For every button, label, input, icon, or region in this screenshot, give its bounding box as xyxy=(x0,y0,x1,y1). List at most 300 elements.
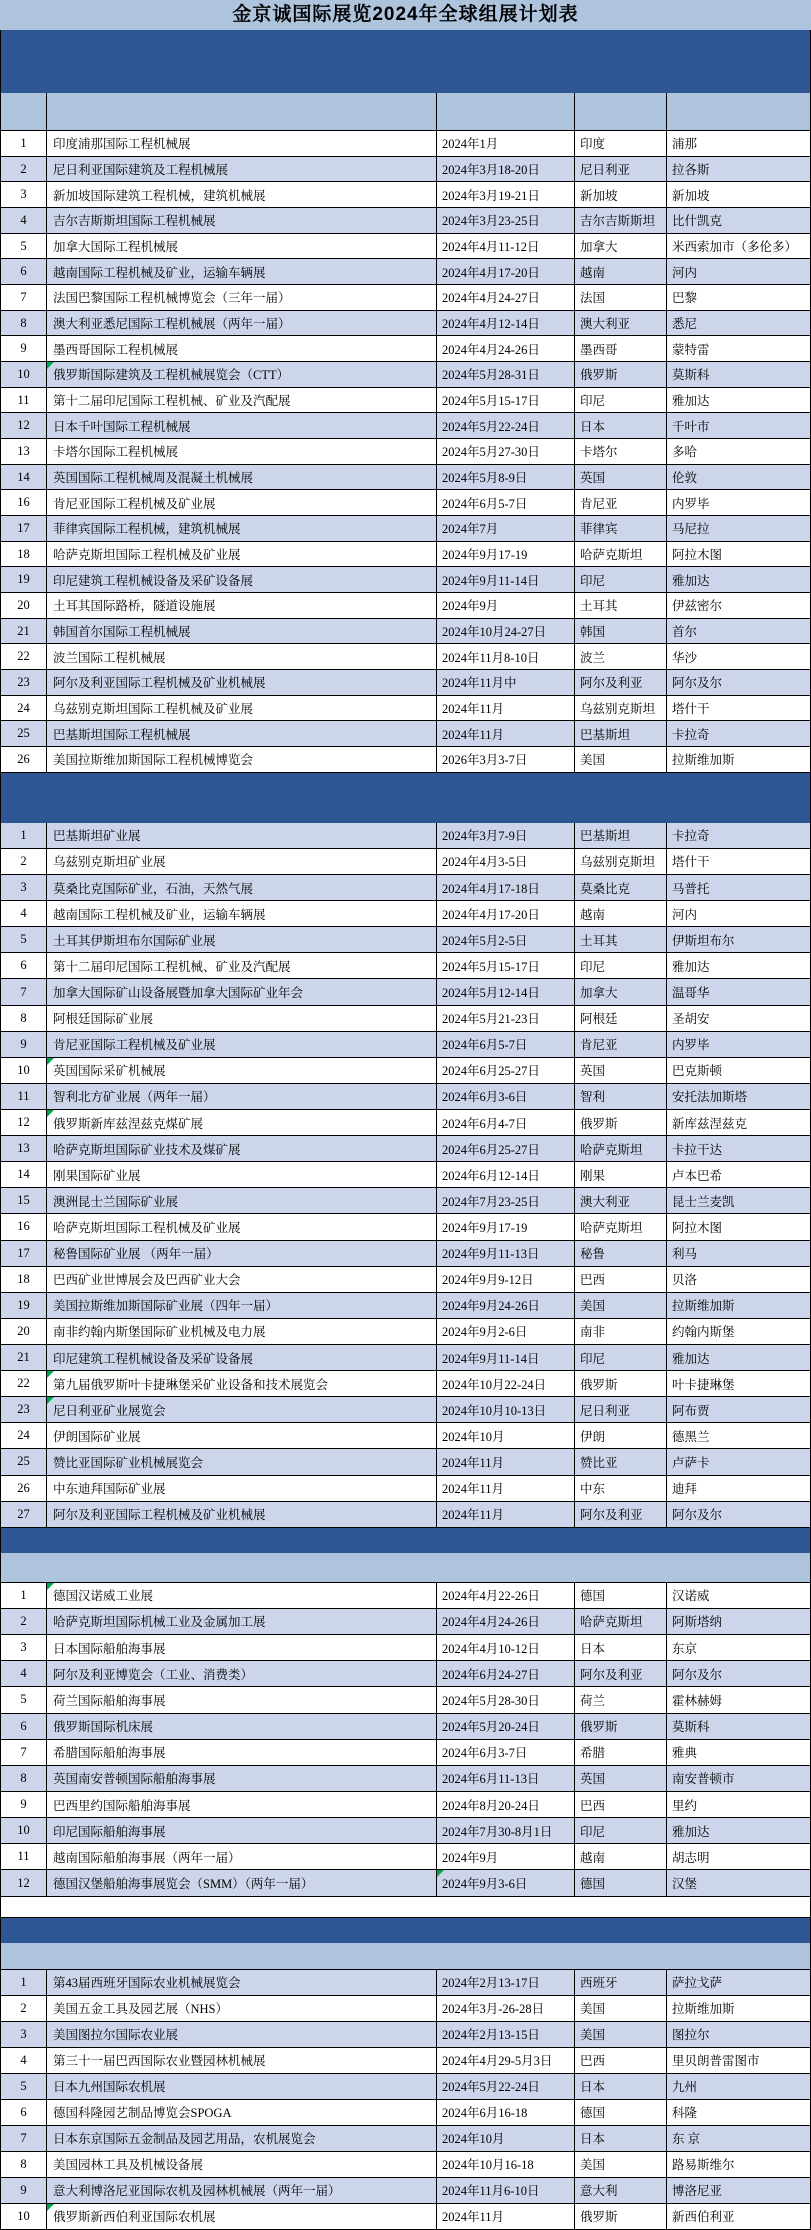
cell-text: 巴西里约国际船舶海事展 xyxy=(53,1798,191,1813)
cell-no xyxy=(1,311,46,336)
cell-text: 2024年5月27-30日 xyxy=(442,445,540,460)
cell-text: 23 xyxy=(17,1402,30,1417)
cell-text: 哈萨克斯坦国际机械工业及金属加工展 xyxy=(53,1615,266,1630)
cell-text: 霍林赫姆 xyxy=(672,1693,723,1708)
cell-text: 温哥华 xyxy=(672,986,710,1000)
cell-no xyxy=(1,1970,46,1995)
cell-text: 8 xyxy=(20,1770,27,1785)
cell-name xyxy=(46,619,436,644)
cell-text: 肯尼亚国际工程机械及矿业展 xyxy=(53,496,216,511)
cell-text: 10 xyxy=(17,1823,30,1838)
cell-text: 2024年6月25-27日 xyxy=(442,1064,540,1079)
cell-city xyxy=(666,1476,810,1501)
cell-text: 印尼 xyxy=(580,959,606,974)
cell-text: 肯尼亚 xyxy=(580,496,618,511)
cell-text: 圣胡安 xyxy=(672,1012,710,1027)
cell-date xyxy=(436,208,574,233)
cell-text: 8 xyxy=(20,315,27,330)
cell-text: 尼日利亚国际建筑及工程机械展 xyxy=(53,163,229,177)
cell-name xyxy=(46,1397,436,1422)
cell-text: 2024年6月25-27日 xyxy=(442,1142,540,1157)
cell-no xyxy=(1,1214,46,1239)
cell-date xyxy=(436,721,574,746)
cell-text: 刚果国际矿业展 xyxy=(53,1168,141,1183)
cell-text: 英国 xyxy=(580,471,606,486)
cell-text: 里贝朗普雷图市 xyxy=(672,2054,760,2069)
cell-no xyxy=(1,490,46,515)
cell-text: 美国五金工具及园艺展（NHS） xyxy=(53,2002,229,2017)
cell-date xyxy=(436,2152,574,2177)
cell-text: 7 xyxy=(20,984,27,999)
cell-country xyxy=(574,516,666,541)
cell-country xyxy=(574,2204,666,2229)
cell-text: 美国拉斯维加斯国际矿业展（四年一届） xyxy=(53,1299,279,1314)
cell-text: 越南国际工程机械及矿业，运输车辆展 xyxy=(53,907,266,922)
cell-text: 2024年9月 xyxy=(442,1850,499,1865)
cell-text: 秘鲁 xyxy=(580,1247,606,1262)
cell-name xyxy=(46,1006,436,1031)
cell-country xyxy=(574,2100,666,2125)
cell-text: 2024年4月24-26日 xyxy=(442,1615,540,1630)
cell-text: 2024年10月 xyxy=(442,1429,505,1444)
cell-text: 千叶市 xyxy=(672,419,710,434)
cell-text: 2024年5月12-14日 xyxy=(442,986,540,1000)
cell-city xyxy=(666,311,810,336)
cell-date xyxy=(436,157,574,182)
cell-name xyxy=(46,1740,436,1765)
cell-text: 路易斯维尔 xyxy=(672,2158,735,2173)
cell-name xyxy=(46,1687,436,1712)
cell-text: 10 xyxy=(17,366,30,381)
cell-country xyxy=(574,1188,666,1213)
cell-text: 越南 xyxy=(580,907,606,922)
table-row xyxy=(1,849,810,875)
cell-no xyxy=(1,1110,46,1135)
cell-text: 2024年3月-26-28日 xyxy=(442,2002,545,2017)
cell-city xyxy=(666,901,810,926)
cell-city xyxy=(666,542,810,567)
cell-text: 中东 xyxy=(580,1482,606,1497)
table-row xyxy=(1,953,810,979)
table-row xyxy=(1,1293,810,1319)
cell-text: 墨西哥 xyxy=(580,342,618,357)
cell-text: 美国 xyxy=(580,753,606,768)
cell-text: 24 xyxy=(17,1428,30,1443)
cell-text: 德国 xyxy=(580,1877,606,1892)
cell-text: 阿根廷 xyxy=(580,1012,618,1027)
cell-no xyxy=(1,901,46,926)
cell-date xyxy=(436,875,574,900)
cell-city xyxy=(666,1136,810,1161)
cell-city xyxy=(666,1766,810,1791)
cell-text: 2024年5月28-30日 xyxy=(442,1693,540,1708)
cell-no xyxy=(1,1345,46,1370)
table-row xyxy=(1,1267,810,1293)
cell-text: 16 xyxy=(17,1219,30,1234)
cell-date xyxy=(436,1583,574,1608)
table-row xyxy=(1,157,810,183)
cell-text: 俄罗斯国际建筑及工程机械展览会（CTT） xyxy=(53,368,290,383)
cell-city xyxy=(666,1844,810,1869)
cell-date xyxy=(436,849,574,874)
cell-text: 阿尔及利亚国际工程机械及矿业机械展 xyxy=(53,676,266,691)
cell-no xyxy=(1,2074,46,2099)
cell-city xyxy=(666,1583,810,1608)
cell-city xyxy=(666,927,810,952)
cell-text: 赞比亚 xyxy=(580,1455,618,1470)
cell-text: 卢萨卡 xyxy=(672,1455,710,1470)
table-row xyxy=(1,1792,810,1818)
cell-country xyxy=(574,490,666,515)
cell-name xyxy=(46,567,436,592)
cell-no xyxy=(1,1188,46,1213)
cell-city xyxy=(666,849,810,874)
cell-date xyxy=(436,1293,574,1318)
cell-no xyxy=(1,413,46,438)
cell-date xyxy=(436,182,574,207)
table-row xyxy=(1,1583,810,1609)
cell-name xyxy=(46,1136,436,1161)
cell-no xyxy=(1,1136,46,1161)
cell-text: 比什凯克 xyxy=(672,214,723,229)
cell-name xyxy=(46,1293,436,1318)
cell-no xyxy=(1,823,46,848)
cell-text: 2024年4月11-12日 xyxy=(442,240,540,255)
cell-date xyxy=(436,1449,574,1474)
cell-city xyxy=(666,157,810,182)
cell-text: 7 xyxy=(20,1744,27,1759)
cell-text: 阿尔及利亚 xyxy=(580,676,643,691)
cell-name xyxy=(46,542,436,567)
cell-text: 尼日利亚矿业展览会 xyxy=(53,1403,166,1418)
cell-text: 蒙特雷 xyxy=(672,342,710,357)
table-row xyxy=(1,1397,810,1423)
cell-city xyxy=(666,1870,810,1895)
cell-date xyxy=(436,979,574,1004)
cell-country xyxy=(574,234,666,259)
cell-date xyxy=(436,2100,574,2125)
cell-country xyxy=(574,542,666,567)
cell-name xyxy=(46,285,436,310)
cell-text: 13 xyxy=(17,1141,30,1156)
cell-text: 澳大利亚 xyxy=(580,1194,631,1209)
cell-text: 土耳其 xyxy=(580,933,618,948)
cell-date xyxy=(436,1058,574,1083)
cell-city xyxy=(666,567,810,592)
cell-country xyxy=(574,1766,666,1791)
cell-city xyxy=(666,131,810,156)
cell-text: 英国国际工程机械周及混凝土机械展 xyxy=(53,471,254,486)
cell-city xyxy=(666,1996,810,2021)
cell-text: 伊兹密尔 xyxy=(672,599,723,614)
table-row xyxy=(1,1502,810,1528)
cell-country xyxy=(574,1870,666,1895)
cell-no xyxy=(1,1818,46,1843)
cell-text: 英国 xyxy=(580,1064,606,1079)
cell-no xyxy=(1,208,46,233)
cell-city xyxy=(666,1792,810,1817)
cell-date xyxy=(436,1371,574,1396)
cell-text: 巴西 xyxy=(580,2054,606,2069)
cell-city xyxy=(666,1502,810,1527)
cell-name xyxy=(46,2126,436,2151)
cell-text: 拉各斯 xyxy=(672,163,710,177)
table-row xyxy=(1,490,810,516)
cell-no xyxy=(1,1635,46,1660)
cell-no xyxy=(1,1162,46,1187)
cell-text: 2024年4月12-14日 xyxy=(442,317,540,332)
cell-text: 哈萨克斯坦 xyxy=(580,1142,643,1157)
cell-city xyxy=(666,1609,810,1634)
cell-name xyxy=(46,1583,436,1608)
cell-text: 巴基斯坦 xyxy=(580,727,631,742)
cell-city xyxy=(666,2152,810,2177)
cell-no xyxy=(1,1241,46,1266)
cell-text: 印度 xyxy=(580,137,606,152)
table-row xyxy=(1,2022,810,2048)
cell-city xyxy=(666,413,810,438)
cell-text: 25 xyxy=(17,1454,30,1469)
table-row xyxy=(1,1740,810,1766)
cell-city xyxy=(666,747,810,772)
cell-text: 英国 xyxy=(580,1772,606,1787)
cell-text: 美国拉斯维加斯国际工程机械博览会 xyxy=(53,753,254,768)
cell-date xyxy=(436,131,574,156)
cell-city xyxy=(666,465,810,490)
cell-text: 阿尔及尔 xyxy=(672,676,723,691)
table-row xyxy=(1,1476,810,1502)
table-row xyxy=(1,413,810,439)
table-row xyxy=(1,285,810,311)
cell-text: 新加坡国际建筑工程机械，建筑机械展 xyxy=(53,188,266,203)
cell-name xyxy=(46,1267,436,1292)
cell-text: 6 xyxy=(20,958,27,973)
cell-name xyxy=(46,234,436,259)
cell-text: 土耳其 xyxy=(580,599,618,614)
cell-text: 2024年7月30-8月1日 xyxy=(442,1824,553,1839)
cell-text: 3 xyxy=(20,880,27,895)
table-row xyxy=(1,1162,810,1188)
cell-text: 2024年11月 xyxy=(442,727,505,742)
cell-text: 菲律宾国际工程机械，建筑机械展 xyxy=(53,522,241,537)
cell-text: 22 xyxy=(17,1376,30,1391)
cell-date xyxy=(436,747,574,772)
cell-text: 第十二届印尼国际工程机械、矿业及汽配展 xyxy=(53,394,291,409)
table-row xyxy=(1,1345,810,1371)
cell-text: 日本 xyxy=(580,2080,606,2095)
table-row xyxy=(1,1714,810,1740)
cell-text: 巴西矿业世博展会及巴西矿业大会 xyxy=(53,1273,241,1288)
cell-text: 乌兹别克斯坦国际工程机械及矿业展 xyxy=(53,702,254,717)
cell-country xyxy=(574,1996,666,2021)
cell-date xyxy=(436,1267,574,1292)
cell-text: 2024年11月6-10日 xyxy=(442,2184,540,2199)
cell-text: 法国 xyxy=(580,291,606,306)
cell-name xyxy=(46,1423,436,1448)
cell-text: 2024年9月17-19 xyxy=(442,1220,528,1235)
cell-date xyxy=(436,1136,574,1161)
cell-text: 25 xyxy=(17,726,30,741)
cell-country xyxy=(574,1293,666,1318)
cell-city xyxy=(666,259,810,284)
cell-country xyxy=(574,1661,666,1686)
cell-no xyxy=(1,2126,46,2151)
cell-text: 哈萨克斯坦国际矿业技术及煤矿展 xyxy=(53,1142,241,1157)
cell-country xyxy=(574,285,666,310)
table-row xyxy=(1,670,810,696)
cell-text: 24 xyxy=(17,700,30,715)
cell-date xyxy=(436,1502,574,1527)
cell-name xyxy=(46,2100,436,2125)
table-row xyxy=(1,721,810,747)
cell-city xyxy=(666,1970,810,1995)
cell-text: 越南国际工程机械及矿业，运输车辆展 xyxy=(53,265,266,280)
cell-no xyxy=(1,1293,46,1318)
cell-name xyxy=(46,157,436,182)
cell-text: 2024年5月22-24日 xyxy=(442,2080,540,2095)
cell-date xyxy=(436,2022,574,2047)
cell-text: 美国 xyxy=(580,1299,606,1314)
cell-text: 2024年5月2-5日 xyxy=(442,933,528,948)
table-row xyxy=(1,2100,810,2126)
cell-city xyxy=(666,1740,810,1765)
cell-date xyxy=(436,1423,574,1448)
cell-country xyxy=(574,2022,666,2047)
cell-text: 13 xyxy=(17,443,30,458)
cell-date xyxy=(436,1687,574,1712)
cell-name xyxy=(46,2204,436,2229)
cell-text: 巴黎 xyxy=(672,291,698,306)
cell-country xyxy=(574,953,666,978)
cell-text: 7 xyxy=(20,289,27,304)
cell-name xyxy=(46,1870,436,1895)
table-row xyxy=(1,1844,810,1870)
cell-no xyxy=(1,1502,46,1527)
cell-no xyxy=(1,593,46,618)
table-row xyxy=(1,1661,810,1687)
cell-name xyxy=(46,979,436,1004)
cell-text: 悉尼 xyxy=(672,317,698,332)
cell-no xyxy=(1,1058,46,1083)
cell-text: 2024年4月22-26日 xyxy=(442,1589,540,1604)
cell-date xyxy=(436,1740,574,1765)
cell-country xyxy=(574,1267,666,1292)
cell-country xyxy=(574,619,666,644)
cell-name xyxy=(46,1661,436,1686)
cell-text: 图拉尔 xyxy=(672,2028,710,2043)
comment-marker-icon xyxy=(47,1110,54,1117)
cell-no xyxy=(1,1006,46,1031)
table-row xyxy=(1,644,810,670)
cell-name xyxy=(46,1058,436,1083)
cell-no xyxy=(1,1996,46,2021)
cell-text: 日本国际船舶海事展 xyxy=(53,1641,166,1656)
cell-city xyxy=(666,721,810,746)
cell-date xyxy=(436,1818,574,1843)
cell-text: 17 xyxy=(17,520,30,535)
cell-city xyxy=(666,1110,810,1135)
cell-text: 2024年5月21-23日 xyxy=(442,1012,540,1027)
cell-country xyxy=(574,1818,666,1843)
cell-date xyxy=(436,542,574,567)
cell-no xyxy=(1,131,46,156)
cell-city xyxy=(666,1058,810,1083)
cell-name xyxy=(46,2048,436,2073)
cell-text: 2024年9月17-19 xyxy=(442,548,528,563)
cell-text: 塔什干 xyxy=(672,855,710,870)
cell-country xyxy=(574,259,666,284)
cell-text: 浦那 xyxy=(672,137,698,152)
cell-text: 印尼 xyxy=(580,1824,606,1839)
column-header-no xyxy=(1,1943,46,1969)
cell-city xyxy=(666,1006,810,1031)
cell-text: 雅加达 xyxy=(672,573,710,588)
cell-name xyxy=(46,131,436,156)
cell-no xyxy=(1,542,46,567)
cell-city xyxy=(666,1714,810,1739)
cell-no xyxy=(1,1766,46,1791)
cell-date xyxy=(436,2074,574,2099)
cell-country xyxy=(574,1319,666,1344)
cell-name xyxy=(46,849,436,874)
cell-text: 俄罗斯新西伯利亚国际农机展 xyxy=(53,2210,216,2225)
cell-no xyxy=(1,1740,46,1765)
cell-no xyxy=(1,234,46,259)
cell-text: 赞比亚国际矿业机械展览会 xyxy=(53,1455,204,1470)
cell-country xyxy=(574,644,666,669)
cell-name xyxy=(46,1766,436,1791)
cell-text: 多哈 xyxy=(672,445,698,460)
cell-text: 印尼国际船舶海事展 xyxy=(53,1824,166,1839)
cell-text: 2024年3月19-21日 xyxy=(442,188,540,203)
section-header xyxy=(1,1528,810,1553)
cell-name xyxy=(46,2152,436,2177)
cell-text: 波兰国际工程机械展 xyxy=(53,650,166,665)
cell-text: 美国 xyxy=(580,2002,606,2017)
cell-name xyxy=(46,1609,436,1634)
cell-no xyxy=(1,1371,46,1396)
cell-no xyxy=(1,285,46,310)
cell-text: 3 xyxy=(20,2026,27,2041)
table-row xyxy=(1,208,810,234)
cell-text: 10 xyxy=(17,2208,30,2223)
cell-text: 5 xyxy=(20,932,27,947)
cell-text: 2024年2月13-17日 xyxy=(442,1976,540,1991)
cell-text: 澳洲昆士兰国际矿业展 xyxy=(53,1194,179,1209)
cell-text: 20 xyxy=(17,1323,30,1338)
cell-text: 日本东京国际五金制品及园艺用品，农机展览会 xyxy=(53,2132,316,2147)
cell-text: 加拿大国际工程机械展 xyxy=(53,240,179,255)
cell-text: 里约 xyxy=(672,1798,698,1813)
cell-text: 俄罗斯 xyxy=(580,1116,618,1131)
cell-name xyxy=(46,1996,436,2021)
cell-city xyxy=(666,593,810,618)
cell-no xyxy=(1,1032,46,1057)
cell-text: 巴基斯坦矿业展 xyxy=(53,829,141,844)
column-header-country xyxy=(574,1943,666,1969)
cell-text: 新加坡 xyxy=(580,188,618,203)
cell-name xyxy=(46,1345,436,1370)
cell-country xyxy=(574,1058,666,1083)
cell-no xyxy=(1,567,46,592)
cell-text: 九州 xyxy=(672,2080,698,2095)
table-row xyxy=(1,1241,810,1267)
cell-text: 俄罗斯 xyxy=(580,2210,618,2225)
cell-no xyxy=(1,1687,46,1712)
cell-name xyxy=(46,2074,436,2099)
cell-text: 日本千叶国际工程机械展 xyxy=(53,419,191,434)
table-row xyxy=(1,516,810,542)
